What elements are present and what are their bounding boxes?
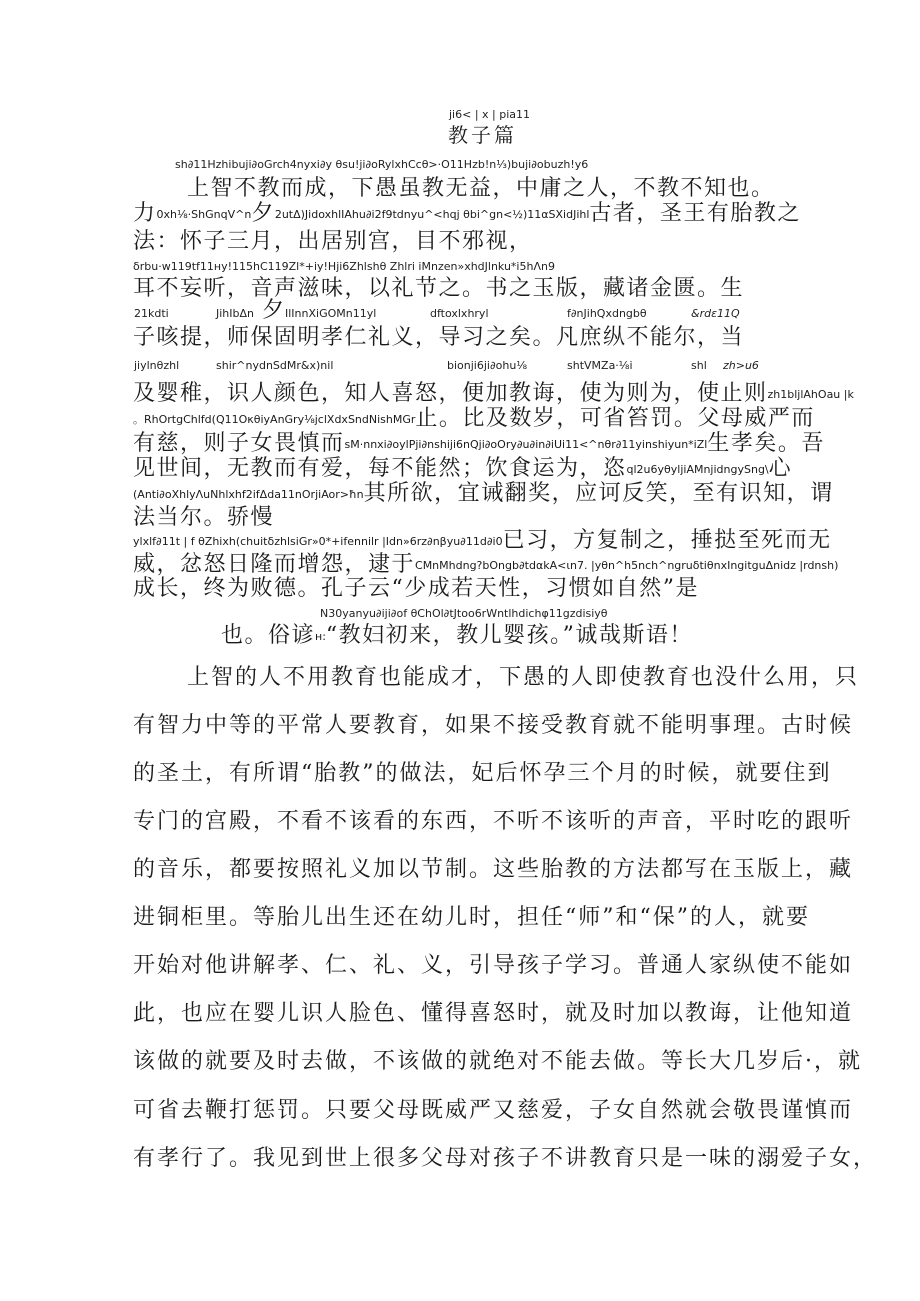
pinyin-fragment: 2utΔ)JidoxhlIAhu∂i2f9tdnyu^<hqj θbi^gn<½)11αSXidJihl bbox=[274, 208, 590, 221]
classical-text: 已习，方复制之，捶挞至死而无 bbox=[502, 528, 832, 553]
classical-text: “教妇初来，教儿婴孩。”诚哉斯语！ bbox=[325, 623, 693, 648]
classical-text: 止。比及数岁，可省笞罚。父母威严而 bbox=[415, 406, 815, 431]
translation-line: 有孝行了。我见到世上很多父母对孩子不讲教育只是一味的溺爱子女， bbox=[133, 1146, 878, 1171]
classical-line bbox=[133, 433, 825, 455]
classical-line bbox=[133, 458, 792, 480]
pinyin-fragment: shir^nydnSdMr&x)nil bbox=[216, 359, 334, 372]
classical-text: 及婴稚，识人颜色，知人喜怒，便加教诲，使为则为，使止则 bbox=[133, 381, 768, 406]
pinyin-fragment: shtVMZa·⅛i bbox=[567, 359, 633, 372]
classical-char: 夕 bbox=[262, 298, 286, 323]
pinyin-fragment: ylxlf∂11t | f θZhixh(chuitδzhlsiGr»0*+ifennilr |Idn»6rz∂nβyu∂11d∂i0 bbox=[133, 535, 503, 548]
classical-text: 生孝矣。吾 bbox=[707, 431, 825, 456]
classical-line bbox=[133, 530, 832, 552]
classical-line: 耳不妄听，音声滋味，以礼节之。书之玉版，藏诸金匮。生 bbox=[133, 276, 745, 301]
pinyin-fragment: shl bbox=[691, 359, 707, 372]
classical-text: 有慈，则子女畏慎而 bbox=[133, 431, 345, 456]
pinyin-fragment: CMnMhdng?bOngb∂tdαkA<ιn7. |yθn^h5nch^ngruδtiθnxIngitguΔnidz |rdnsh) bbox=[415, 559, 839, 572]
pinyin-fragment: zh1bljlAhOau |k bbox=[767, 388, 854, 401]
classical-line bbox=[133, 483, 834, 505]
classical-line bbox=[133, 203, 801, 225]
classical-text: 见世间，无教而有爱，每不能然；饮食运为，恣 bbox=[133, 456, 627, 481]
translation-line: 可省去鞭打惩罚。只要父母既威严又慈爱，子女自然就会敬畏谨慎而 bbox=[133, 1098, 854, 1123]
classical-char: 力 bbox=[133, 201, 157, 226]
pinyin-line: N30yanyu∂iji∂of θChOl∂tJtoo6rWntlhdichφ11gzdisiyθ bbox=[320, 607, 608, 620]
pinyin-fragment: (Anti∂oXhlyΛuNhlxhf2ifΔda11nOrjiAor>ħn bbox=[133, 488, 364, 501]
translation-line: 专门的宫殿，不看不该看的东西，不听不该听的声音，平时吃的跟听 bbox=[133, 809, 854, 834]
pinyin-fragment: 21kdti bbox=[134, 307, 169, 320]
classical-line bbox=[133, 554, 838, 576]
classical-line: 成长，终为败德。孔子云“少成若天性，习惯如自然”是 bbox=[133, 576, 699, 601]
classical-line bbox=[221, 625, 693, 647]
translation-line: 有智力中等的平常人要教育，如果不接受教育就不能明事理。古时候 bbox=[133, 713, 854, 738]
pinyin-fragment: &rdε11Q bbox=[691, 307, 740, 320]
classical-text: 其所欲，宜诫翻奖，应诃反笑，至有识知，谓 bbox=[363, 481, 834, 506]
title-pinyin: ji6< | x | pia11 bbox=[449, 108, 531, 121]
pinyin-fragment: 。RhOrtgChlfd(Q11OκθiyAnGry⅛jclXdxSndNishMGr bbox=[133, 413, 416, 426]
pinyin-line: δrbu·w119tf11ну!115hC119Zl*+iy!Hji6Zhlshθ Zhlri iMnzen»xhdJlnku*i5hΛn9 bbox=[133, 260, 555, 273]
translation-line: 该做的就要及时去做，不该做的就绝对不能去做。等长大几岁后·，就 bbox=[133, 1049, 862, 1074]
pinyin-fragment: jiylnθzhl bbox=[134, 359, 180, 372]
classical-line bbox=[133, 408, 815, 430]
classical-text: 古者，圣王有胎教之 bbox=[589, 201, 801, 226]
pinyin-fragment: 0xh⅛·ShGnqV^n bbox=[156, 208, 252, 221]
pinyin-fragment: н: bbox=[315, 630, 326, 643]
classical-char: 夕 bbox=[251, 201, 275, 226]
classical-line: 上智不教而成，下愚虽教无益，中庸之人，不教不知也。 bbox=[187, 176, 775, 201]
pinyin-fragment: IlInnXiGOMn11yl bbox=[285, 307, 377, 320]
classical-line: 法：怀子三月，出居别宫，目不邪视， bbox=[133, 229, 533, 254]
translation-line: 上智的人不用教育也能成才，下愚的人即使教育也没什么用，只 bbox=[187, 665, 860, 690]
pinyin-fragment: ql2u6yθyljiAMnjidngySng\ bbox=[626, 463, 769, 476]
pinyin-fragment: JihIbΔn bbox=[216, 307, 254, 320]
pinyin-fragment: dftoxlxhryl bbox=[430, 307, 489, 320]
page-title: 教子篇 bbox=[448, 123, 517, 147]
classical-line bbox=[133, 383, 854, 405]
translation-line: 的圣土，有所谓“胎教”的做法，妃后怀孕三个月的时候，就要住到 bbox=[133, 761, 832, 786]
pinyin-fragment: bionji6ji∂ohu⅛ bbox=[447, 359, 527, 372]
pinyin-fragment: f∂nJihQxdngbθ bbox=[567, 307, 647, 320]
translation-line: 开始对他讲解孝、仁、礼、义，引导孩子学习。普通人家纵使不能如 bbox=[133, 953, 854, 978]
classical-line: 子咳提，师保固明孝仁礼义，导习之矣。凡庶纵不能尔，当 bbox=[133, 325, 745, 350]
translation-line: 的音乐，都要按照礼义加以节制。这些胎教的方法都写在玉版上，藏 bbox=[133, 857, 854, 882]
classical-text: 也。俗谚 bbox=[221, 623, 316, 648]
classical-char: 心 bbox=[768, 456, 793, 481]
pinyin-line: sh∂11Hzhibuji∂oGrch4nyxi∂y θsu!ji∂oRylxhCcθ>·O11Hzb!n⅓)buji∂obuzh!y6 bbox=[175, 158, 589, 171]
classical-text: 威，忿怒日隆而增怨，逮于 bbox=[133, 552, 416, 577]
translation-line: 进铜柜里。等胎儿出生还在幼儿时，担任“师”和“保”的人，就要 bbox=[133, 905, 810, 930]
pinyin-fragment: zh>u6 bbox=[723, 359, 759, 372]
translation-line: 此，也应在婴儿识人脸色、懂得喜怒时，就及时加以教诲，让他知道 bbox=[133, 1001, 854, 1026]
classical-line: 法当尔。骄慢 bbox=[133, 505, 275, 530]
pinyin-fragment: sM·nnxi∂oylPji∂nshiji6nQji∂oOry∂u∂in∂iUi11<^nθr∂11yinshiyun*iZl bbox=[344, 438, 708, 451]
